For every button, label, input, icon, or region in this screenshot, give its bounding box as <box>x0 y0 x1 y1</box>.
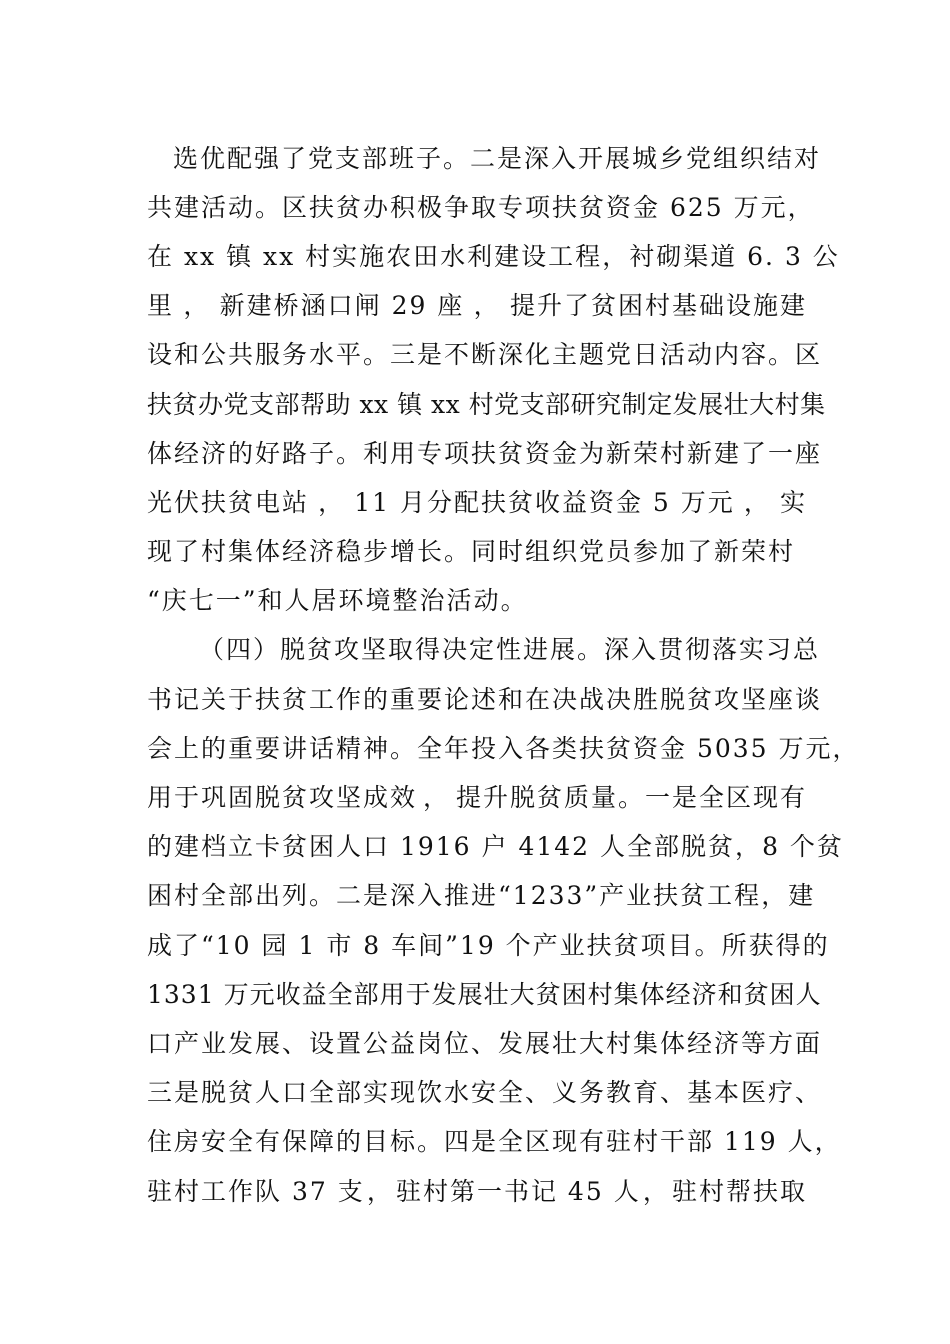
text-segment: 驻村帮扶取 <box>671 1176 807 1206</box>
text-segment: ， <box>761 881 789 911</box>
text-segment: 用于巩固脱贫攻坚成效 <box>147 783 418 813</box>
text-line <box>147 624 821 673</box>
text-line <box>147 1067 823 1116</box>
text-line <box>147 427 823 476</box>
text-line <box>147 1017 823 1066</box>
text-segment: ， <box>735 832 763 862</box>
text-segment: ， <box>743 487 771 517</box>
text-segment: 光伏扶贫电站 <box>147 487 310 517</box>
text-segment: 新建桥涵口闸 29 座 <box>219 291 465 321</box>
text-segment: “庆七一”和人居环境整治活动。 <box>147 586 528 616</box>
text-segment: ， <box>422 783 450 813</box>
text-segment: 11 月分配扶贫收益资金 5 万元 <box>354 487 735 517</box>
text-segment: 8 个贫 <box>762 832 844 862</box>
text-line <box>147 919 830 968</box>
text-line <box>147 771 807 820</box>
text-segment: （四）脱贫攻坚取得决定性进展。深入贯彻落实习总 <box>199 635 821 665</box>
body-text <box>147 132 860 1214</box>
text-line <box>147 132 822 181</box>
text-line <box>147 329 823 378</box>
text-segment: 衬砌渠道 6. 3 公 <box>629 241 840 271</box>
text-segment: 三是脱贫人口全部实现饮水安全、义务教育、基本医疗、 <box>147 1078 823 1108</box>
text-segment: 住房安全有保障的目标。四是全区现有驻村干部 119 人 <box>147 1127 815 1157</box>
text-segment: 里 <box>147 291 175 321</box>
text-line <box>147 870 816 919</box>
text-line <box>147 1116 842 1165</box>
text-segment: ， <box>602 241 630 271</box>
text-segment: 1331 万元收益全部用于发展壮大贫困村集体经济和贫困人 <box>147 979 822 1009</box>
text-segment: 在 xx 镇 xx 村实施农田水利建设工程 <box>147 241 603 271</box>
text-segment: 困村全部出列。二是深入推进“1233”产业扶贫工程 <box>147 881 762 911</box>
text-segment: 驻村工作队 37 支 <box>147 1176 365 1206</box>
text-segment: 建 <box>788 881 816 911</box>
text-line <box>147 575 807 624</box>
text-segment: ， <box>642 1176 670 1206</box>
text-segment: 提升了贫困村基础设施建 <box>509 291 807 321</box>
text-line <box>147 722 860 771</box>
text-line <box>147 968 822 1017</box>
text-segment: 的建档立卡贫困人口 1916 户 4142 人全部脱贫 <box>147 832 736 862</box>
text-line <box>147 230 840 279</box>
text-line <box>147 280 807 329</box>
text-line <box>147 476 807 525</box>
text-segment: ， <box>787 192 815 222</box>
text-segment: 驻村第一书记 45 人 <box>395 1176 641 1206</box>
text-segment: 现了村集体经济稳步增长。同时组织党员参加了新荣村 <box>147 537 796 567</box>
text-line <box>147 378 826 427</box>
text-segment: 会上的重要讲话精神。全年投入各类扶贫资金 5035 万元 <box>147 733 833 763</box>
text-segment: 选优配强了党支部班子。二是深入开展城乡党组织结对 <box>173 143 822 173</box>
text-segment: ， <box>318 487 346 517</box>
text-segment: 体经济的好路子。利用专项扶贫资金为新荣村新建了一座 <box>147 438 823 468</box>
text-segment: 书记关于扶贫工作的重要论述和在决战决胜脱贫攻坚座谈 <box>147 684 823 714</box>
text-segment: 实 <box>779 487 807 517</box>
text-segment: 成了“10 园 1 市 8 车间”19 个产业扶贫项目。所获得的 <box>147 930 830 960</box>
text-segment: 提升脱贫质量。一是全区现有 <box>455 783 807 813</box>
text-segment: ， <box>473 291 501 321</box>
text-segment: 口产业发展、设置公益岗位、发展壮大村集体经济等方面 <box>147 1028 823 1058</box>
text-segment: 扶贫办党支部帮助 xx 镇 xx 村党支部研究制定发展壮大村集 <box>147 389 826 419</box>
text-segment: ， <box>832 733 860 763</box>
text-line <box>147 673 823 722</box>
text-line <box>147 181 815 230</box>
text-segment: 共建活动。区扶贫办积极争取专项扶贫资金 625 万元 <box>147 192 788 222</box>
text-line <box>147 526 807 575</box>
text-line <box>147 821 844 870</box>
text-segment: ， <box>814 1127 842 1157</box>
text-segment: ， <box>366 1176 394 1206</box>
text-line <box>147 1165 807 1214</box>
text-segment: ， <box>183 291 211 321</box>
text-segment: 设和公共服务水平。三是不断深化主题党日活动内容。区 <box>147 340 823 370</box>
